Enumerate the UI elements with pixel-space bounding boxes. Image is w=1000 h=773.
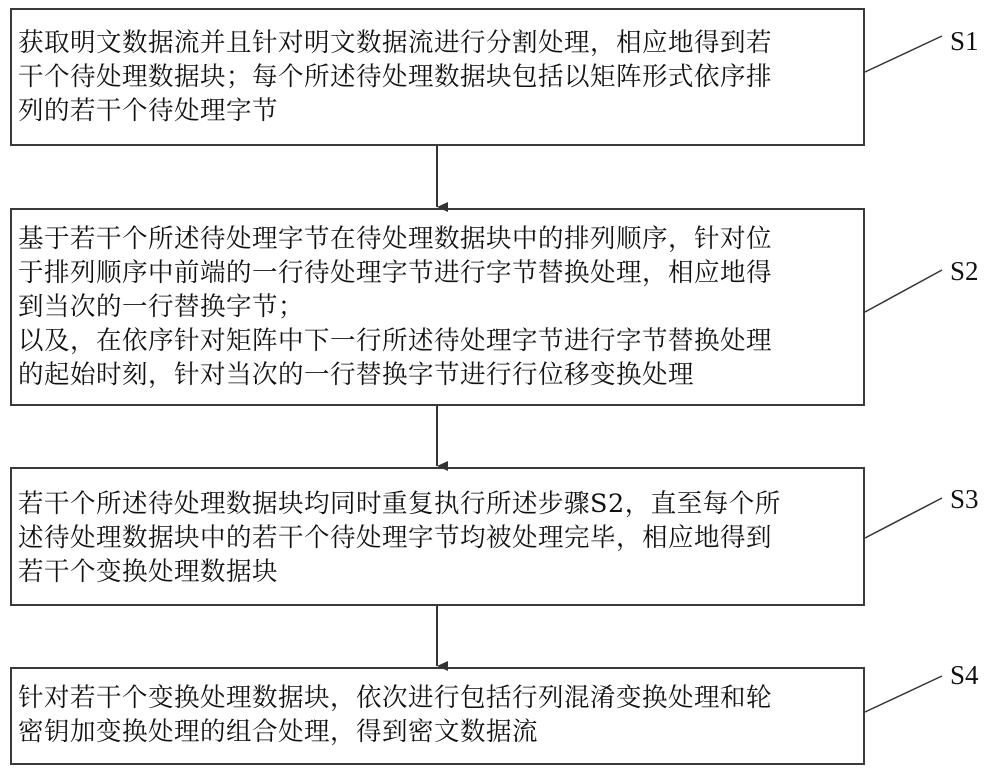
- step-label-s1: S1: [950, 26, 979, 56]
- step-text-s4: 针对若干个变换处理数据块，依次进行包括行列混淆变换处理和轮 密钥加变换处理的组合处理，得到密文数据流: [18, 683, 773, 747]
- step-text-s3: 若干个所述待处理数据块均同时重复执行所述步骤S2，直至每个所 述待处理数据块中的若干个待处理字节均被处理完毕，相应地得到 若干个变换处理数据块: [18, 489, 781, 587]
- step-label-s2: S2: [950, 256, 979, 286]
- step-text-s2: 基于若干个所述待处理字节在待处理数据块中的排列顺序，针对位 于排列顺序中前端的一行待处理字节进行字节替换处理，相应地得 到当次的一行替换字节； 以及，在依序针对矩阵中下一行所述待处理字节进行字节替换处理 的起始时刻，针对当次的一行替换字节进行行位移变换处理: [18, 224, 773, 390]
- leader-line-s1: [865, 36, 942, 72]
- leader-line-s3: [865, 498, 942, 538]
- step-label-s4: S4: [950, 660, 979, 690]
- step-label-s3: S3: [950, 484, 979, 514]
- step-text-s1: 获取明文数据流并且针对明文数据流进行分割处理，相应地得到若 干个待处理数据块；每个所述待处理数据块包括以矩阵形式依序排 列的若干个待处理字节: [18, 28, 773, 126]
- leader-line-s2: [865, 270, 942, 312]
- leader-line-s4: [865, 676, 942, 712]
